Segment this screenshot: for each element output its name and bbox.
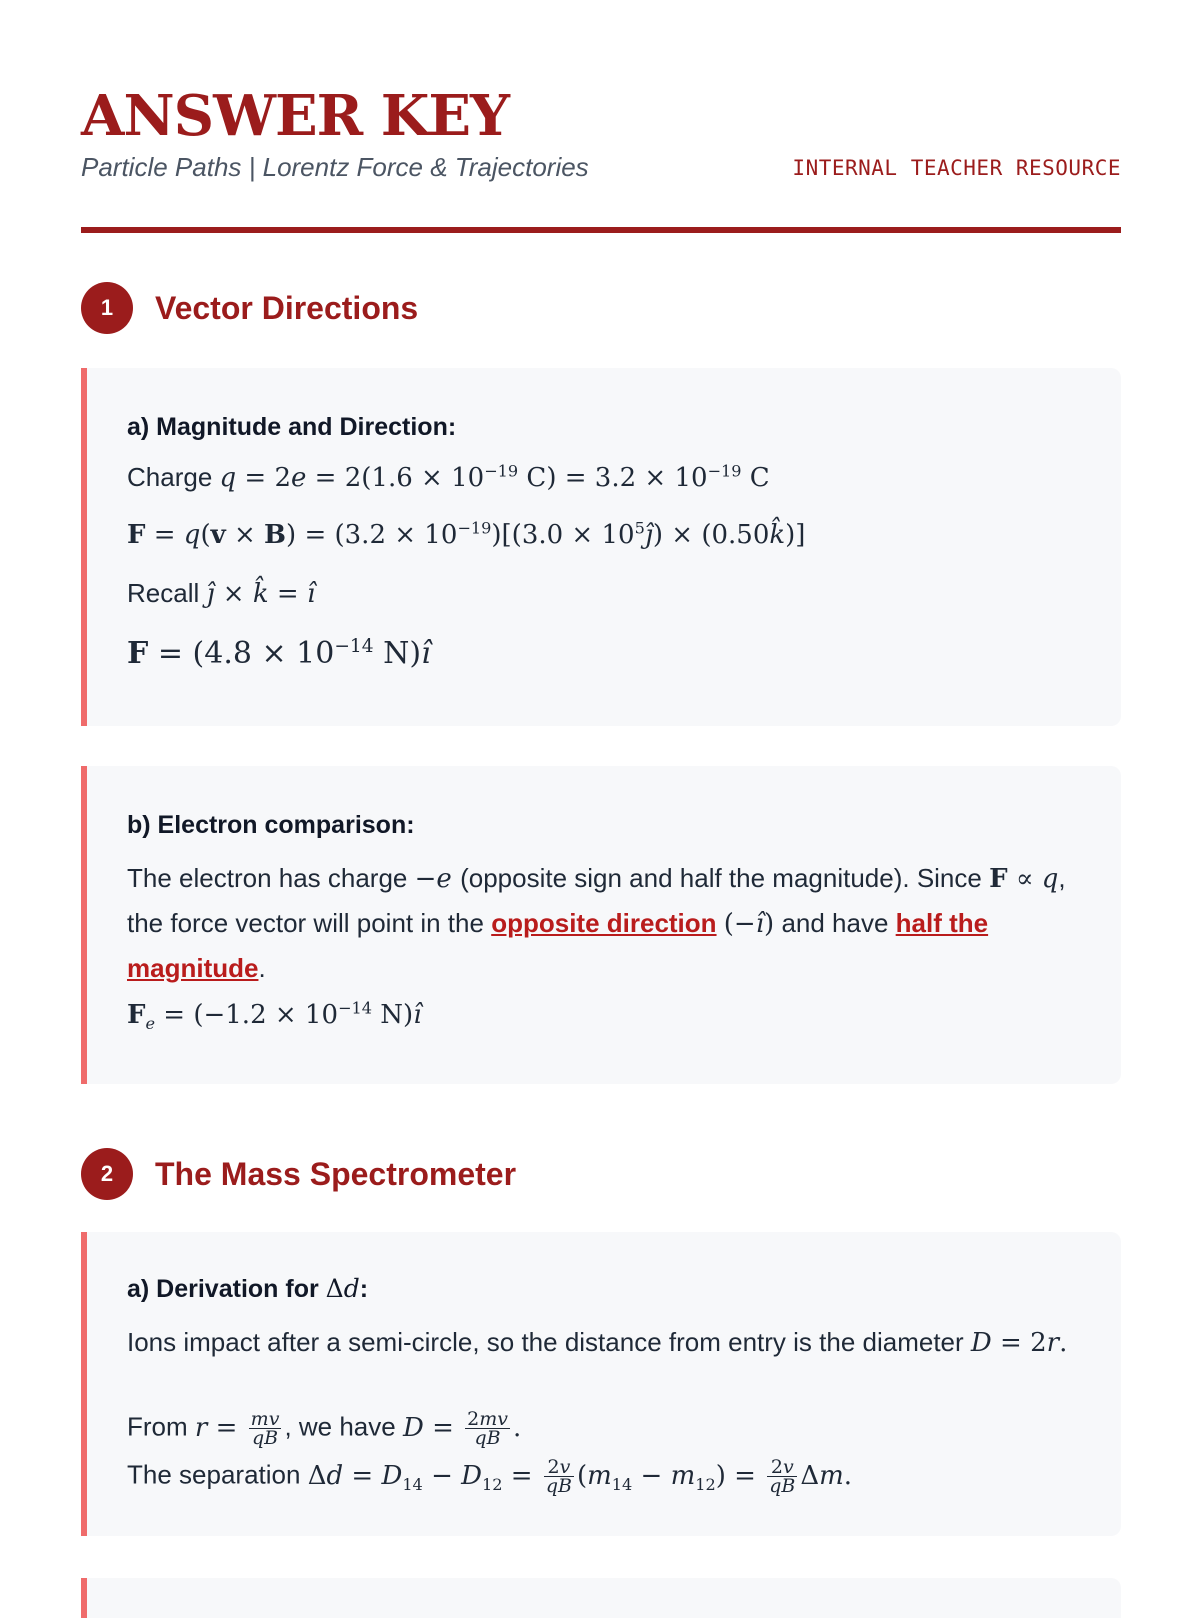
section-2a-card	[81, 1232, 1121, 1536]
para-text: Ions impact after a semi-circle, so the distance from entry is the diameter	[127, 1327, 964, 1357]
part-heading: a) Magnitude and Direction:	[127, 413, 457, 441]
force-equation: $F = q(v \times B) = (3.2 \times 10^{-19})[(3.0$ × $10^5ĵ$) × (0.50k̂)]	[127, 518, 806, 550]
section-number-badge: 2	[81, 1148, 133, 1200]
section-title: The Mass Spectrometer	[155, 1155, 517, 1192]
part-heading: b) Electron comparison:	[127, 811, 415, 839]
highlight-half-magnitude: half the magnitude	[127, 908, 989, 983]
header-divider	[81, 227, 1121, 233]
para-text: The electron has charge	[127, 863, 408, 893]
line-text: The separation	[127, 1459, 301, 1490]
charge-line: Charge $q = 2e = 2(1.6 \times 10^{-19}$ $C) = 3.2 \times 10^{-19}$ C	[127, 461, 770, 493]
para-text: and have	[781, 908, 889, 938]
section-1b-card	[81, 766, 1121, 1084]
recall-line: Recall ĵ × k̂ = î	[127, 578, 316, 609]
section-title: Vector Directions	[155, 289, 419, 326]
electron-paragraph: The electron has charge −e (opposite sign and half the magnitude). Since F ∝ q, the force vector will point in the opposite direction (−î) and have half the magnitude.	[127, 863, 1066, 983]
section-1-header	[81, 280, 418, 336]
para-text: , the force vector will point in the	[127, 863, 1066, 938]
part-heading: a) Derivation for Δd:	[127, 1274, 369, 1303]
resource-tag: INTERNAL TEACHER RESOURCE	[792, 156, 1121, 180]
charge-label: Charge	[127, 462, 213, 492]
section-2-header	[81, 1146, 516, 1202]
highlight-opposite-direction: opposite direction	[491, 908, 717, 938]
heading-text: a) Derivation for	[127, 1275, 319, 1303]
recall-label: Recall	[127, 578, 200, 608]
para-text: (opposite sign and half the magnitude). Since	[460, 863, 982, 893]
page-subtitle: Particle Paths | Lorentz Force & Trajectories	[81, 152, 589, 182]
section-1a-card	[81, 368, 1121, 726]
section-number-badge: 1	[81, 282, 133, 334]
force-result: $F = (4.8 \times 10^{-14}$ N)î	[127, 636, 431, 671]
separation-line: The separation $\Delta d = D_{14} - D_{12}$ = $\frac{2v}{qB}$ $(m_{14} - m_{12})$ = $\frac{2v}{qB}$ Δm.	[127, 1456, 853, 1497]
next-card-edge	[81, 1578, 1121, 1618]
page-title: ANSWER KEY	[81, 83, 510, 149]
line-text: From	[127, 1411, 188, 1442]
para-text: .	[258, 953, 266, 983]
radius-line: From r = $\frac{mv}{qB}$ , we have D = $\frac{2mv}{qB}$ .	[127, 1408, 522, 1449]
diameter-paragraph: Ions impact after a semi-circle, so the distance from entry is the diameter D = 2r.	[127, 1327, 1068, 1358]
electron-force-result: $F_e = (-1.2 \times 10^{-14}$ N)î	[127, 998, 422, 1034]
line-text: , we have	[284, 1411, 396, 1442]
